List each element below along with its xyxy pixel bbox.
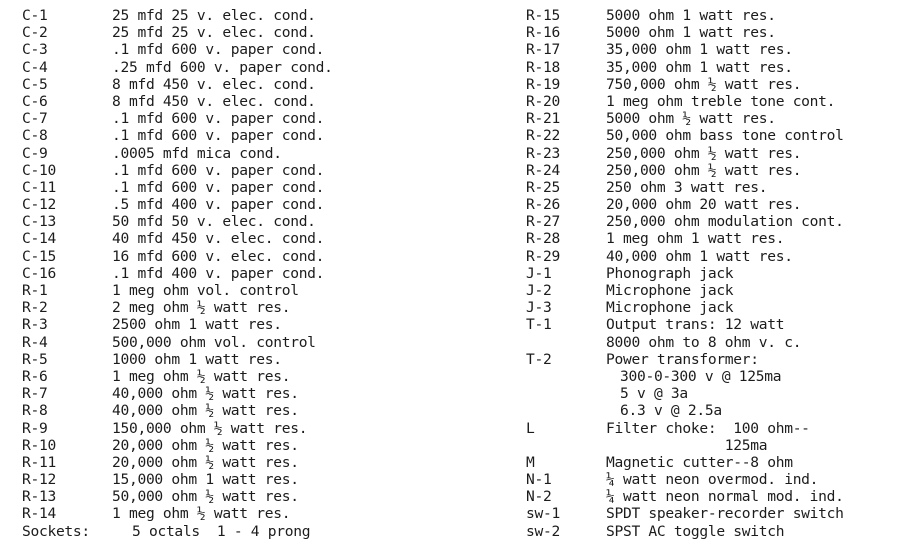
parts-list-row <box>22 316 462 333</box>
part-reference: L <box>526 419 535 437</box>
part-description: 35,000 ohm 1 watt res. <box>606 58 793 76</box>
part-reference <box>526 437 606 454</box>
part-reference: C-13 <box>22 213 56 231</box>
parts-list-row <box>22 93 462 110</box>
parts-list-row <box>526 402 902 419</box>
parts-list-row <box>22 179 462 196</box>
parts-list-row <box>22 41 462 58</box>
parts-list-row <box>526 282 902 299</box>
part-description: Phonograph jack <box>606 264 734 282</box>
parts-list-row <box>526 248 902 265</box>
part-description: 300-0-300 v @ 125ma <box>620 367 782 385</box>
part-description: 35,000 ohm 1 watt res. <box>606 41 793 59</box>
parts-list-row <box>22 402 462 419</box>
parts-list-row <box>22 420 462 437</box>
part-reference: C-16 <box>22 264 56 282</box>
sockets-label: Sockets: <box>22 522 90 540</box>
parts-list-row <box>22 385 462 402</box>
part-description: 8 mfd 450 v. elec. cond. <box>112 75 316 93</box>
parts-list-row <box>22 437 462 454</box>
parts-list-row <box>526 505 902 522</box>
part-description: 40 mfd 450 v. elec. cond. <box>112 230 325 248</box>
parts-list-row <box>526 145 902 162</box>
part-reference: M <box>526 453 535 471</box>
part-description: 250,000 ohm modulation cont. <box>606 213 844 231</box>
part-reference: R-18 <box>526 58 560 76</box>
parts-list-row <box>526 523 902 540</box>
parts-list-row <box>22 454 462 471</box>
parts-list-row <box>22 230 462 247</box>
part-reference: R-22 <box>526 127 560 145</box>
right-parts-column <box>526 7 902 540</box>
part-description: 1 meg ohm ½ watt res. <box>112 367 291 385</box>
part-reference: T-1 <box>526 316 552 334</box>
part-reference: C-7 <box>22 110 48 128</box>
part-reference: C-1 <box>22 7 48 24</box>
parts-list-row <box>526 110 902 127</box>
part-description: 8 mfd 450 v. elec. cond. <box>112 92 316 110</box>
parts-list-row <box>22 334 462 351</box>
part-reference: C-9 <box>22 144 48 162</box>
parts-list-row <box>526 488 902 505</box>
part-description: 40,000 ohm ½ watt res. <box>112 385 299 403</box>
part-reference: C-12 <box>22 196 56 214</box>
part-reference: R-13 <box>22 488 56 506</box>
part-reference: N-1 <box>526 471 552 489</box>
part-reference: R-7 <box>22 385 48 403</box>
part-reference: R-2 <box>22 299 48 317</box>
part-reference: T-2 <box>526 350 552 368</box>
parts-list-row <box>526 471 902 488</box>
part-description: 250 ohm 3 watt res. <box>606 178 768 196</box>
part-description: .25 mfd 600 v. paper cond. <box>112 58 333 76</box>
parts-list-row <box>22 76 462 93</box>
sockets-description: 5 octals 1 - 4 prong <box>132 522 311 540</box>
parts-list-row <box>526 127 902 144</box>
parts-list-row <box>526 213 902 230</box>
parts-list-row <box>22 488 462 505</box>
part-reference: N-2 <box>526 488 552 506</box>
parts-list-row <box>22 196 462 213</box>
part-reference: J-3 <box>526 299 552 317</box>
part-description: .1 mfd 600 v. paper cond. <box>112 41 325 59</box>
parts-list-row <box>526 162 902 179</box>
part-description: SPDT speaker-recorder switch <box>606 505 844 523</box>
part-reference: R-1 <box>22 282 48 299</box>
part-description: Microphone jack <box>606 282 734 299</box>
part-reference: R-28 <box>526 230 560 248</box>
parts-list-row <box>526 196 902 213</box>
part-description: 750,000 ohm ½ watt res. <box>606 75 802 93</box>
parts-list-row <box>22 59 462 76</box>
parts-list-row <box>526 59 902 76</box>
part-reference: C-10 <box>22 161 56 179</box>
parts-list-row <box>22 24 462 41</box>
part-reference: R-15 <box>526 7 560 24</box>
part-description: Filter choke: 100 ohm-- <box>606 419 810 437</box>
part-reference: C-14 <box>22 230 56 248</box>
part-description: .5 mfd 400 v. paper cond. <box>112 196 325 214</box>
part-reference <box>526 385 606 402</box>
parts-list-row <box>22 213 462 230</box>
part-description: .0005 mfd mica cond. <box>112 144 282 162</box>
part-reference: R-6 <box>22 367 48 385</box>
part-reference: R-9 <box>22 419 48 437</box>
part-description: 500,000 ohm vol. control <box>112 333 316 351</box>
part-reference: R-11 <box>22 453 56 471</box>
part-reference <box>526 402 606 419</box>
part-reference: R-3 <box>22 316 48 334</box>
part-description: .1 mfd 600 v. paper cond. <box>112 127 325 145</box>
parts-list-row <box>22 110 462 127</box>
parts-list-row <box>22 265 462 282</box>
parts-list-row <box>526 385 902 402</box>
parts-list-row <box>22 162 462 179</box>
part-description: 5000 ohm 1 watt res. <box>606 7 776 24</box>
part-reference: R-21 <box>526 110 560 128</box>
part-reference: C-3 <box>22 41 48 59</box>
part-reference: R-27 <box>526 213 560 231</box>
part-reference: R-14 <box>22 505 56 523</box>
parts-list-row <box>22 127 462 144</box>
part-reference: R-16 <box>526 24 560 42</box>
part-reference: R-4 <box>22 333 48 351</box>
part-description: 1 meg ohm treble tone cont. <box>606 92 836 110</box>
part-reference: J-1 <box>526 264 552 282</box>
part-description: Output trans: 12 watt <box>606 316 785 334</box>
parts-list-row <box>22 351 462 368</box>
part-description: 250,000 ohm ½ watt res. <box>606 144 802 162</box>
part-description: 1 meg ohm vol. control <box>112 282 299 299</box>
part-reference: C-4 <box>22 58 48 76</box>
part-reference: R-26 <box>526 196 560 214</box>
part-description: 2500 ohm 1 watt res. <box>112 316 282 334</box>
part-description: 250,000 ohm ½ watt res. <box>606 161 802 179</box>
part-description: 50 mfd 50 v. elec. cond. <box>112 213 316 231</box>
part-reference: C-15 <box>22 247 56 265</box>
part-description: Microphone jack <box>606 299 734 317</box>
part-reference: R-10 <box>22 436 56 454</box>
part-description: 40,000 ohm 1 watt res. <box>606 247 793 265</box>
part-description: 150,000 ohm ½ watt res. <box>112 419 308 437</box>
part-reference: R-19 <box>526 75 560 93</box>
part-description: .1 mfd 600 v. paper cond. <box>112 161 325 179</box>
part-description: SPST AC toggle switch <box>606 522 785 540</box>
part-description: 5000 ohm 1 watt res. <box>606 24 776 42</box>
parts-list-row <box>526 420 902 437</box>
part-description: 25 mfd 25 v. elec. cond. <box>112 24 316 42</box>
parts-list-row <box>22 7 462 24</box>
part-reference <box>526 368 606 385</box>
parts-list-row <box>526 93 902 110</box>
part-reference: sw-2 <box>526 522 560 540</box>
part-description: 6.3 v @ 2.5a <box>620 402 722 420</box>
parts-list-row <box>526 454 902 471</box>
part-description: 1000 ohm 1 watt res. <box>112 350 282 368</box>
parts-list-row <box>22 145 462 162</box>
parts-list-row <box>22 282 462 299</box>
part-description: .1 mfd 600 v. paper cond. <box>112 110 325 128</box>
part-description: 125ma <box>606 436 768 454</box>
parts-list-row <box>526 351 902 368</box>
part-description: 16 mfd 600 v. elec. cond. <box>112 247 325 265</box>
part-reference: R-20 <box>526 92 560 110</box>
part-reference: R-8 <box>22 402 48 420</box>
part-description: 5000 ohm ½ watt res. <box>606 110 776 128</box>
part-reference: R-29 <box>526 247 560 265</box>
part-description: 1 meg ohm ½ watt res. <box>112 505 291 523</box>
part-description: 40,000 ohm ½ watt res. <box>112 402 299 420</box>
parts-list-row <box>526 41 902 58</box>
part-description: 5 v @ 3a <box>620 385 688 403</box>
part-reference: C-8 <box>22 127 48 145</box>
part-reference: R-12 <box>22 471 56 489</box>
part-reference: R-5 <box>22 350 48 368</box>
part-description: 2 meg ohm ½ watt res. <box>112 299 291 317</box>
parts-list-row <box>526 230 902 247</box>
parts-list-row <box>526 334 902 351</box>
parts-list-row <box>22 248 462 265</box>
parts-list-row <box>526 316 902 333</box>
part-description: 15,000 ohm 1 watt res. <box>112 471 299 489</box>
parts-list-row <box>22 299 462 316</box>
part-reference: R-25 <box>526 178 560 196</box>
part-description: 50,000 ohm bass tone control <box>606 127 844 145</box>
parts-list-row <box>526 368 902 385</box>
parts-list-row <box>22 471 462 488</box>
part-description: .1 mfd 600 v. paper cond. <box>112 178 325 196</box>
parts-list-row <box>526 76 902 93</box>
part-reference: R-17 <box>526 41 560 59</box>
part-description: 50,000 ohm ½ watt res. <box>112 488 299 506</box>
part-description: .1 mfd 400 v. paper cond. <box>112 264 325 282</box>
part-description: ¼ watt neon normal mod. ind. <box>606 488 844 506</box>
parts-list-row <box>526 299 902 316</box>
part-reference <box>526 334 606 351</box>
parts-list-row <box>22 505 462 522</box>
part-reference: C-2 <box>22 24 48 42</box>
part-description: Magnetic cutter--8 ohm <box>606 453 793 471</box>
parts-list-row <box>22 368 462 385</box>
parts-list-row <box>526 265 902 282</box>
part-description: Power transformer: <box>606 350 759 368</box>
part-description: 1 meg ohm 1 watt res. <box>606 230 785 248</box>
part-description: 20,000 ohm ½ watt res. <box>112 436 299 454</box>
parts-list-row <box>526 179 902 196</box>
part-reference: C-6 <box>22 92 48 110</box>
part-reference: J-2 <box>526 282 552 299</box>
part-description: 20,000 ohm ½ watt res. <box>112 453 299 471</box>
part-description: 20,000 ohm 20 watt res. <box>606 196 802 214</box>
part-reference: C-11 <box>22 178 56 196</box>
sockets-row <box>22 523 462 540</box>
part-description: ¼ watt neon overmod. ind. <box>606 471 819 489</box>
part-reference: C-5 <box>22 75 48 93</box>
parts-list-row <box>526 7 902 24</box>
left-parts-column <box>22 7 462 540</box>
parts-list-row <box>526 437 902 454</box>
part-description: 8000 ohm to 8 ohm v. c. <box>606 333 802 351</box>
part-reference: sw-1 <box>526 505 560 523</box>
part-reference: R-23 <box>526 144 560 162</box>
part-reference: R-24 <box>526 161 560 179</box>
part-description: 25 mfd 25 v. elec. cond. <box>112 7 316 24</box>
parts-list-row <box>526 24 902 41</box>
